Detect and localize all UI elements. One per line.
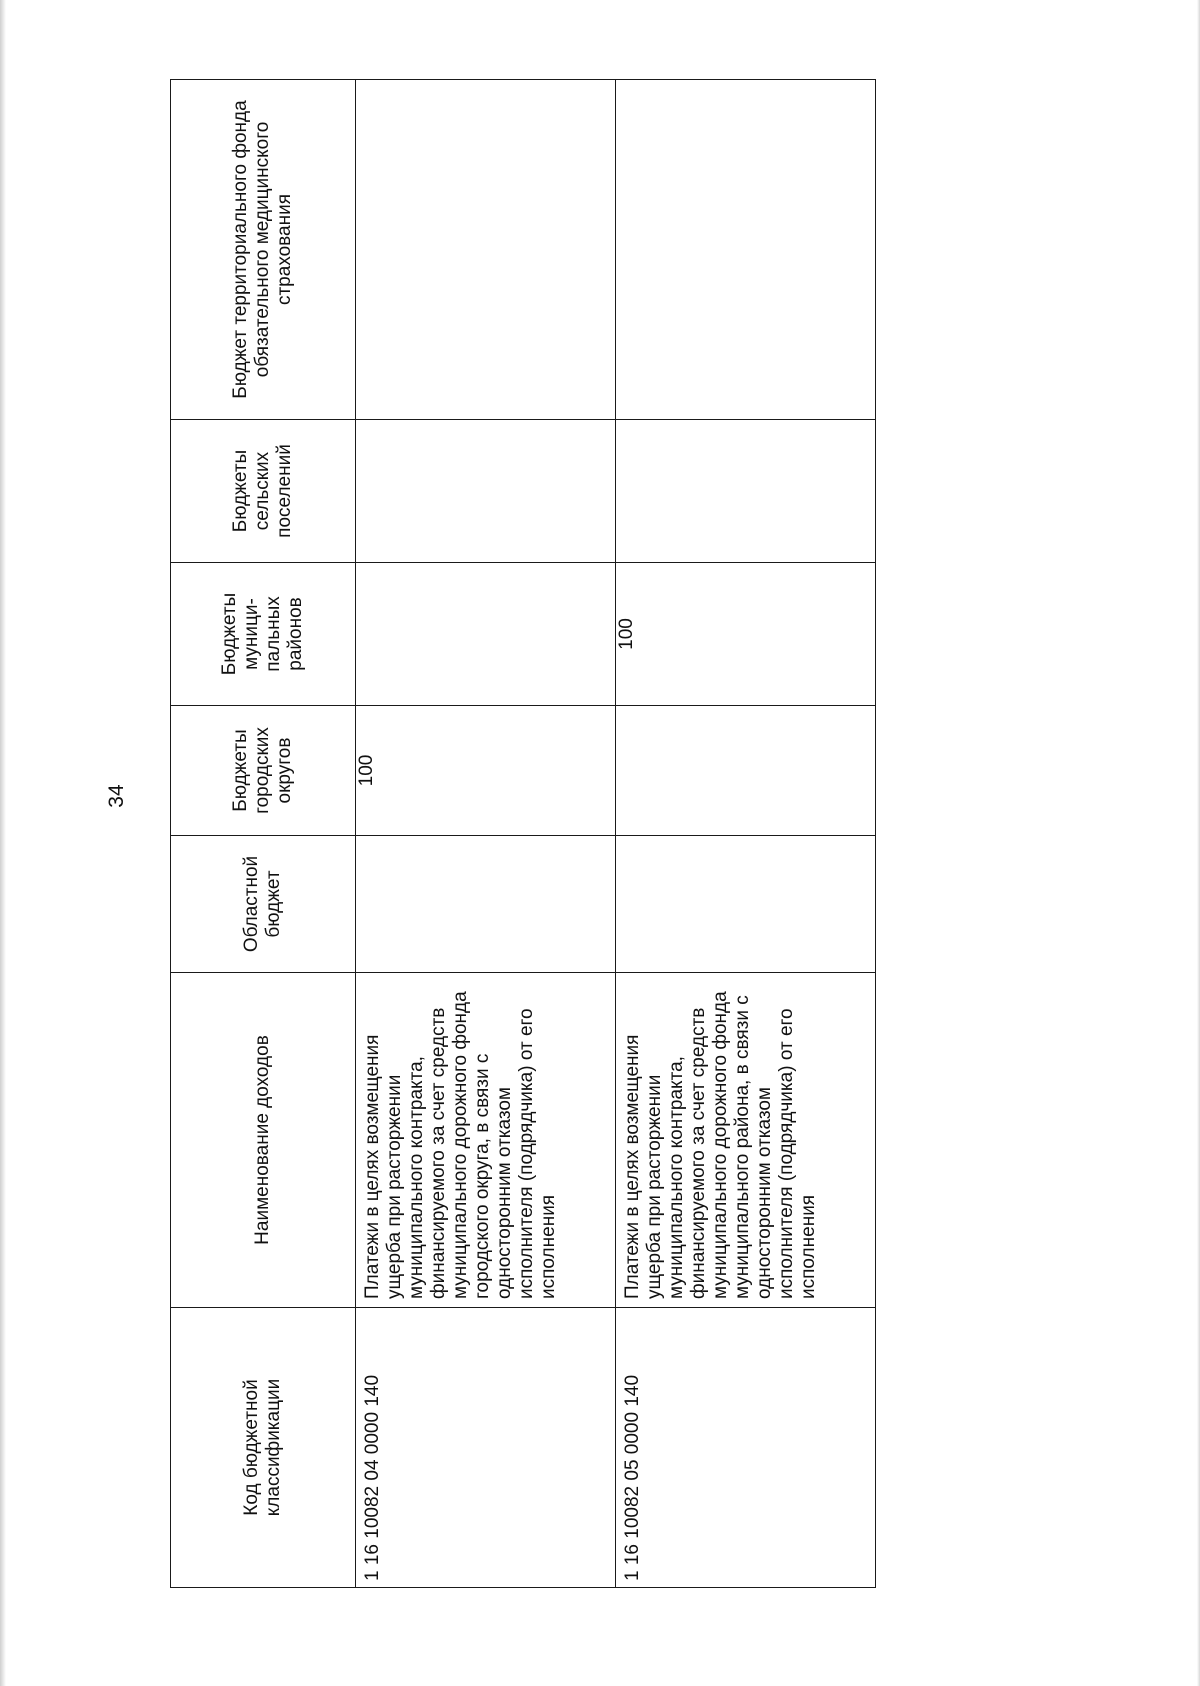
cell-health-fund: [616, 80, 876, 420]
table-row: [356, 80, 616, 1588]
document-page: [105, 80, 875, 1588]
budget-income-table: [170, 79, 876, 1588]
cell-code: 1 16 10082 05 0000 140: [616, 1308, 876, 1588]
header-name: Наименование доходов: [171, 973, 356, 1308]
cell-rural-settlements: [616, 420, 876, 563]
header-city-districts: Бюджеты городских округов: [171, 706, 356, 836]
cell-regional: [616, 836, 876, 973]
cell-regional: [356, 836, 616, 973]
header-health-fund: Бюджет территориального фонда обязательного медицинского страхования: [171, 80, 356, 420]
cell-name: Платежи в целях возмещения ущерба при расторжении муниципального контракта, финансируемого за счет средств муниципального дорожного фонда городского округа, в связи с односторонним отказом исполнителя (подрядчика) от его исполнения: [356, 973, 616, 1308]
cell-health-fund: [356, 80, 616, 420]
header-code: Код бюджетной классификации: [171, 1308, 356, 1588]
cell-name: Платежи в целях возмещения ущерба при расторжении муниципального контракта, финансируемого за счет средств муниципального дорожного фонда муниципального района, в связи с односторонним отказом исполнителя (подрядчика) от его исполнения: [616, 973, 876, 1308]
scan-edge: [0, 0, 6, 1686]
cell-rural-settlements: [356, 420, 616, 563]
cell-municipal-districts: [356, 563, 616, 706]
table-header-row: [171, 80, 356, 1588]
cell-municipal-districts: 100: [616, 563, 876, 706]
page-number: 34: [105, 784, 128, 808]
table-row: [616, 80, 876, 1588]
header-rural-settlements: Бюджеты сельских поселений: [171, 420, 356, 563]
cell-city-districts: 100: [356, 706, 616, 836]
header-regional-budget: Областной бюджет: [171, 836, 356, 973]
cell-code: 1 16 10082 04 0000 140: [356, 1308, 616, 1588]
header-municipal-districts: Бюджеты муници-пальных районов: [171, 563, 356, 706]
cell-city-districts: [616, 706, 876, 836]
